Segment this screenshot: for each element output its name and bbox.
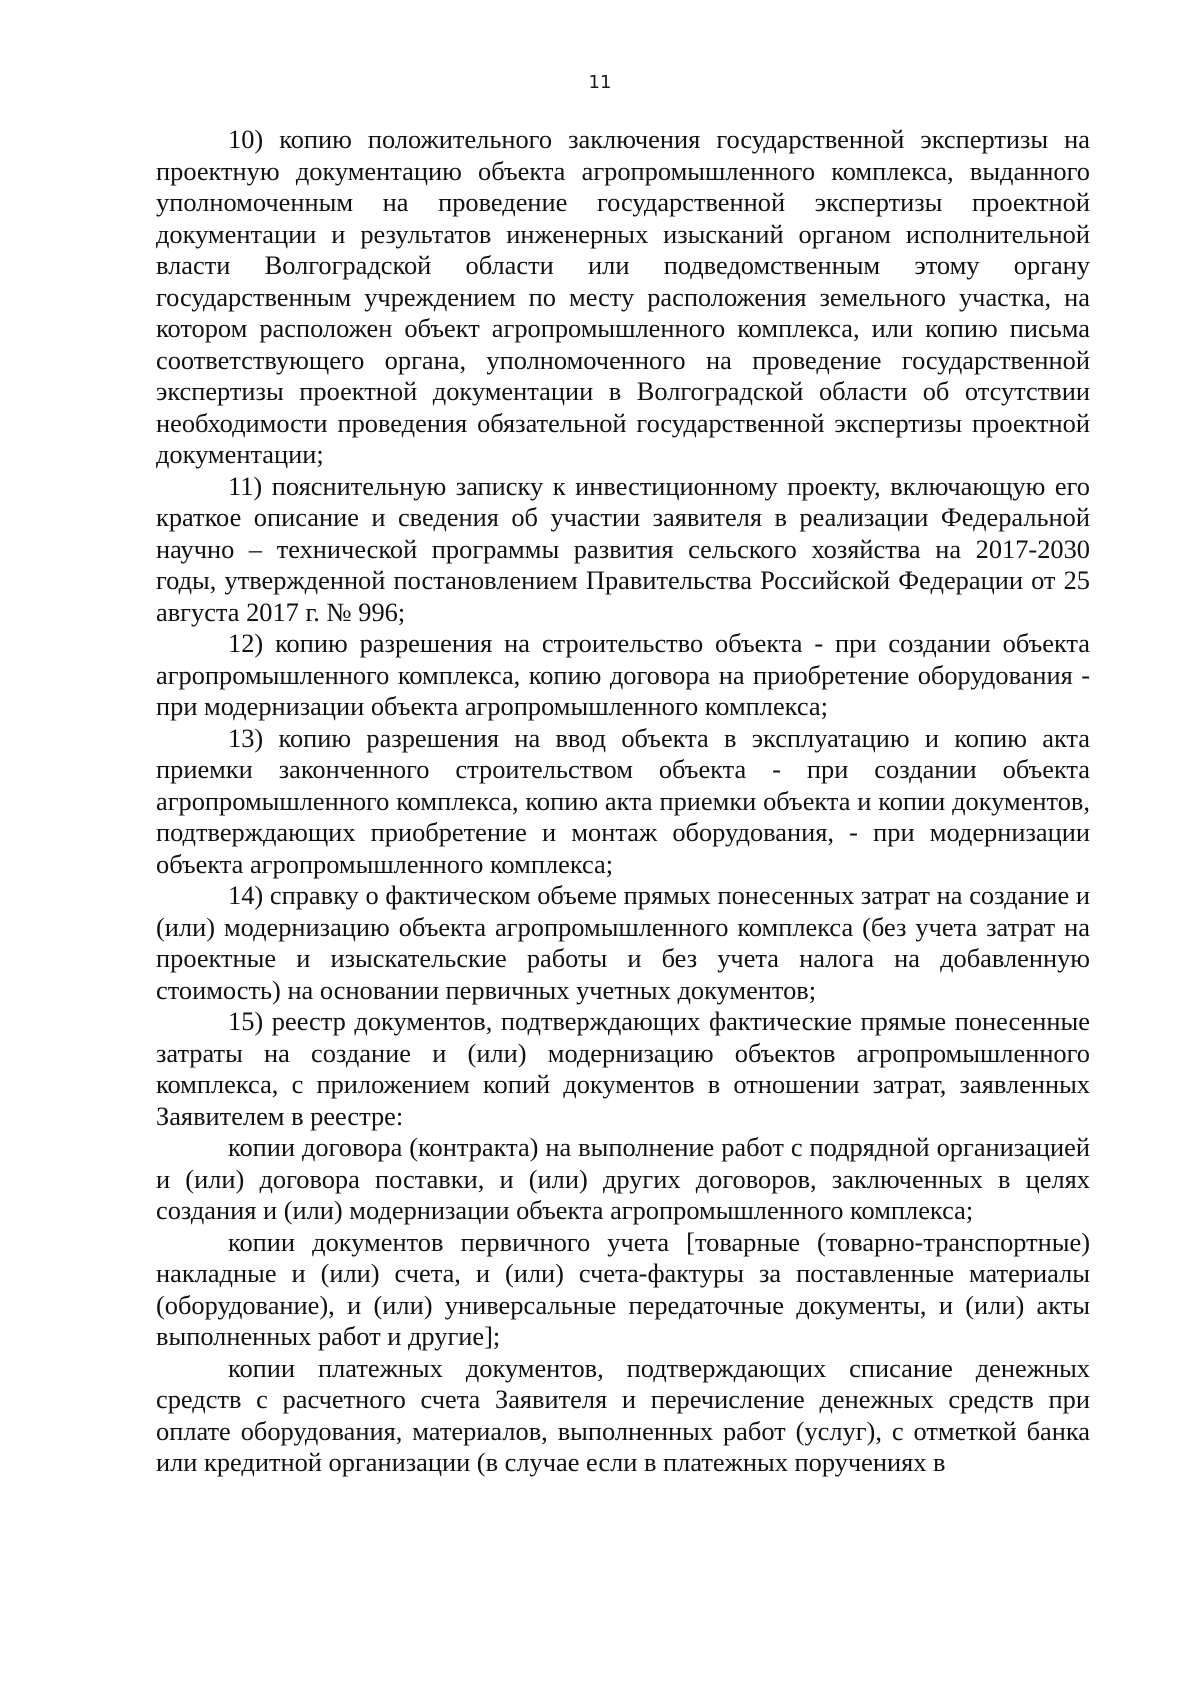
paragraph-item-13: 13) копию разрешения на ввод объекта в эксплуатацию и копию акта приемки законченного строительством объекта - при создании объекта агропромышленного комплекса, копию акта приемки объекта и копии документов, подтверждающих приобретение и монтаж оборудования, - при модернизации объекта агропромышленного комплекса; bbox=[156, 722, 1090, 879]
paragraph-primary-documents: копии документов первичного учета [товарные (товарно-транспортные) накладные и (или) счета, и (или) счета-фактуры за поставленные материалы (оборудование), и (или) универсальные передаточные документы, и (или) акты выполненных работ и другие]; bbox=[156, 1226, 1090, 1351]
document-body bbox=[156, 124, 1090, 1479]
page-number: 11 bbox=[588, 72, 612, 93]
paragraph-payment-documents: копии платежных документов, подтверждающих списание денежных средств с расчетного счета Заявителя и перечисление денежных средств при оплате оборудования, материалов, выполненных работ (услуг), с отметкой банка или кредитной организации (в случае если в платежных поручениях в bbox=[156, 1352, 1090, 1477]
paragraph-item-11: 11) пояснительную записку к инвестиционному проекту, включающую его краткое описание и сведения об участии заявителя в реализации Федеральной научно – технической программы развития сельского хозяйства на 2017-2030 годы, утвержденной постановлением Правительства Российской Федерации от 25 августа 2017 г. № 996; bbox=[156, 470, 1090, 627]
paragraph-item-10: 10) копию положительного заключения государственной экспертизы на проектную документацию объекта агропромышленного комплекса, выданного уполномоченным на проведение государственной экспертизы проектной документации и результатов инженерных изысканий органом исполнительной власти Волгоградской области или подведомственным этому органу государственным учреждением по месту расположения земельного участка, на котором расположен объект агропромышленного комплекса, или копию письма соответствующего органа, уполномоченного на проведение государственной экспертизы проектной документации в Волгоградской области об отсутствии необходимости проведения обязательной государственной экспертизы проектной документации; bbox=[156, 124, 1090, 469]
paragraph-item-14: 14) справку о фактическом объеме прямых понесенных затрат на создание и (или) модернизацию объекта агропромышленного комплекса (без учета затрат на проектные и изыскательские работы и без учета налога на добавленную стоимость) на основании первичных учетных документов; bbox=[156, 880, 1090, 1005]
paragraph-contract-copies: копии договора (контракта) на выполнение работ с подрядной организацией и (или) договора поставки, и (или) других договоров, заключенных в целях создания и (или) модернизации объекта агропромышленного комплекса; bbox=[156, 1132, 1090, 1225]
paragraph-item-12: 12) копию разрешения на строительство объекта - при создании объекта агропромышленного комплекса, копию договора на приобретение оборудования - при модернизации объекта агропромышленного комплекса; bbox=[156, 628, 1090, 721]
paragraph-item-15: 15) реестр документов, подтверждающих фактические прямые понесенные затраты на создание и (или) модернизацию объектов агропромышленного комплекса, с приложением копий документов в отношении затрат, заявленных Заявителем в реестре: bbox=[156, 1006, 1090, 1131]
